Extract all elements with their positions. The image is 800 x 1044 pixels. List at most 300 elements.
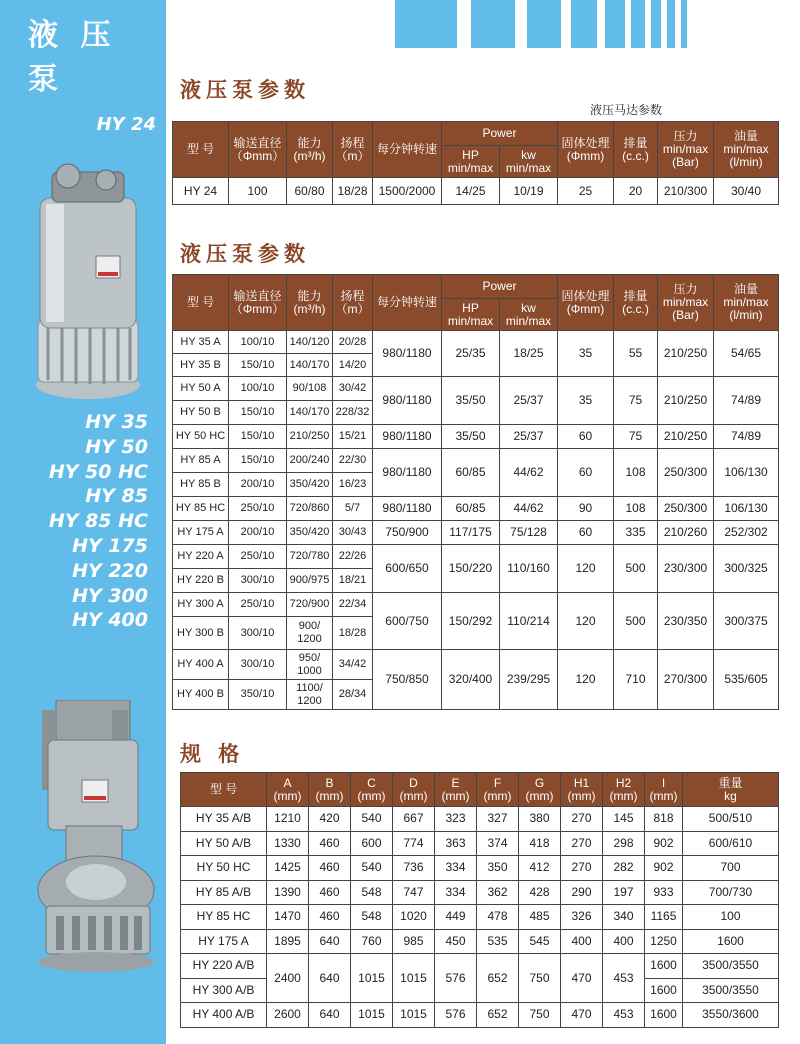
col-header-kw: kw min/max (500, 146, 558, 178)
sidebar-model: HY 220 (72, 559, 148, 582)
cell: 117/175 (442, 521, 500, 545)
cell: 35/50 (442, 425, 500, 449)
table-row (181, 954, 779, 979)
cell: 60 (558, 449, 614, 497)
model-cell: HY 50 B (173, 401, 229, 425)
col-header-hp: HP min/max (442, 146, 500, 178)
cell: 1600 (645, 978, 683, 1003)
cell: 120 (558, 593, 614, 650)
cell: 60/85 (442, 449, 500, 497)
cell: 985 (393, 929, 435, 954)
cell: 326 (561, 905, 603, 930)
cell: 14/25 (442, 178, 500, 205)
table-row (173, 425, 779, 449)
col-header-power: Power (442, 122, 558, 146)
cell: 100 (683, 905, 779, 930)
cell: 980/1180 (373, 425, 442, 449)
cell: 100 (229, 178, 287, 205)
cell: 108 (614, 449, 658, 497)
cell: 335 (614, 521, 658, 545)
col-header-model: 型 号 (173, 122, 229, 178)
cell: 576 (435, 954, 477, 1003)
cell: 400 (603, 929, 645, 954)
col-header: D (mm) (393, 773, 435, 807)
sidebar-model: HY 50 (85, 435, 148, 458)
cell: 3500/3550 (683, 954, 779, 979)
col-header: I (mm) (645, 773, 683, 807)
table-row (173, 497, 779, 521)
cell: 460 (309, 880, 351, 905)
model-cell: HY 175 A (181, 929, 267, 954)
cell: 14/20 (333, 354, 373, 377)
table-row (173, 331, 779, 354)
hy24-table (172, 121, 779, 205)
col-header-flow: 油量 min/max (l/min) (714, 122, 779, 178)
cell: 640 (309, 929, 351, 954)
col-header-diameter: 输送直径 （Φmm） (229, 122, 287, 178)
sidebar-model-list (0, 410, 148, 633)
table-row (173, 521, 779, 545)
col-header-flow: 油量 min/max (l/min) (714, 275, 779, 331)
model-cell: HY 400 B (173, 680, 229, 710)
cell: 20/28 (333, 331, 373, 354)
cell: 210/300 (658, 178, 714, 205)
section3-title: 规 格 (180, 742, 245, 766)
cell: 750/850 (373, 650, 442, 710)
table-row (181, 1003, 779, 1028)
cell: 640 (309, 1003, 351, 1028)
cell: 640 (309, 954, 351, 1003)
model-cell: HY 35 B (173, 354, 229, 377)
cell: 1210 (267, 807, 309, 832)
col-header-power: Power (442, 275, 558, 299)
header-stripes (395, 0, 800, 48)
sidebar-model: HY 400 (72, 609, 148, 632)
table-row (181, 807, 779, 832)
model-cell: HY 35 A (173, 331, 229, 354)
cell: 25/37 (500, 377, 558, 425)
model-cell: HY 85 HC (173, 497, 229, 521)
table-row (181, 880, 779, 905)
cell: 420 (309, 807, 351, 832)
col-header-model: 型 号 (173, 275, 229, 331)
col-header-speed: 每分钟转速 (373, 275, 442, 331)
cell: 460 (309, 856, 351, 881)
cell: 18/28 (333, 617, 373, 650)
cell: 230/300 (658, 545, 714, 593)
cell: 140/170 (287, 401, 333, 425)
cell: 20 (614, 178, 658, 205)
cell: 60 (558, 521, 614, 545)
cell: 750/900 (373, 521, 442, 545)
cell: 450 (435, 929, 477, 954)
cell: 1015 (393, 1003, 435, 1028)
col-header: H2 (mm) (603, 773, 645, 807)
cell: 478 (477, 905, 519, 930)
cell: 902 (645, 831, 683, 856)
cell: 22/26 (333, 545, 373, 569)
cell: 500 (614, 545, 658, 593)
cell: 428 (519, 880, 561, 905)
model-cell: HY 85 A (173, 449, 229, 473)
cell: 710 (614, 650, 658, 710)
table-row (173, 178, 779, 205)
cell: 30/43 (333, 521, 373, 545)
cell: 363 (435, 831, 477, 856)
cell: 535/605 (714, 650, 779, 710)
cell: 150/10 (229, 354, 287, 377)
cell: 460 (309, 905, 351, 930)
cell: 110/160 (500, 545, 558, 593)
model-cell: HY 220 B (173, 569, 229, 593)
cell: 250/10 (229, 593, 287, 617)
cell: 250/300 (658, 497, 714, 521)
cell: 34/42 (333, 650, 373, 680)
col-header: G (mm) (519, 773, 561, 807)
cell: 400 (561, 929, 603, 954)
cell: 230/350 (658, 593, 714, 650)
cell: 106/130 (714, 497, 779, 521)
cell: 18/28 (333, 178, 373, 205)
cell: 453 (603, 1003, 645, 1028)
model-cell: HY 220 A/B (181, 954, 267, 979)
cell: 250/300 (658, 449, 714, 497)
cell: 250/10 (229, 545, 287, 569)
model-cell: HY 50 HC (173, 425, 229, 449)
cell: 460 (309, 831, 351, 856)
cell: 980/1180 (373, 449, 442, 497)
cell: 35/50 (442, 377, 500, 425)
cell: 25 (558, 178, 614, 205)
cell: 75/128 (500, 521, 558, 545)
cell: 1425 (267, 856, 309, 881)
table-row (181, 831, 779, 856)
cell: 900/ 1200 (287, 617, 333, 650)
cell: 485 (519, 905, 561, 930)
cell: 902 (645, 856, 683, 881)
col-header-capacity: 能力 (m³/h) (287, 122, 333, 178)
hy24-pump-image (24, 160, 150, 405)
cell: 2400 (267, 954, 309, 1003)
cell: 140/120 (287, 331, 333, 354)
cell: 282 (603, 856, 645, 881)
cell: 545 (519, 929, 561, 954)
cell: 35 (558, 331, 614, 377)
cell: 270/300 (658, 650, 714, 710)
cell: 1100/ 1200 (287, 680, 333, 710)
cell: 535 (477, 929, 519, 954)
cell: 1330 (267, 831, 309, 856)
table-row (181, 905, 779, 930)
cell: 323 (435, 807, 477, 832)
cell: 774 (393, 831, 435, 856)
section1-title: 液压泵参数 (180, 78, 310, 102)
cell: 25/35 (442, 331, 500, 377)
sidebar-model: HY 300 (72, 584, 148, 607)
cell: 652 (477, 954, 519, 1003)
cell: 1015 (393, 954, 435, 1003)
cell: 900/975 (287, 569, 333, 593)
sidebar-model: HY 35 (85, 411, 148, 433)
col-header: B (mm) (309, 773, 351, 807)
table-row (173, 449, 779, 473)
col-header: H1 (mm) (561, 773, 603, 807)
cell: 350 (477, 856, 519, 881)
cell: 652 (477, 1003, 519, 1028)
cell: 5/7 (333, 497, 373, 521)
cell: 15/21 (333, 425, 373, 449)
cell: 1250 (645, 929, 683, 954)
cell: 540 (351, 856, 393, 881)
cell: 576 (435, 1003, 477, 1028)
model-cell: HY 175 A (173, 521, 229, 545)
cell: 25/37 (500, 425, 558, 449)
sidebar-model: HY 85 (85, 485, 148, 508)
cell: 334 (435, 856, 477, 881)
cell: 140/170 (287, 354, 333, 377)
cell: 150/10 (229, 425, 287, 449)
model-cell: HY 300 B (173, 617, 229, 650)
cell: 600 (351, 831, 393, 856)
cell: 470 (561, 1003, 603, 1028)
cell: 1015 (351, 954, 393, 1003)
table-row (173, 545, 779, 569)
cell: 700/730 (683, 880, 779, 905)
cell: 980/1180 (373, 331, 442, 377)
section1-sublabel: 液压马达参数 (590, 103, 663, 117)
cell: 74/89 (714, 425, 779, 449)
table-row (173, 593, 779, 617)
col-header: F (mm) (477, 773, 519, 807)
cell: 210/250 (658, 425, 714, 449)
model-cell: HY 85 A/B (181, 880, 267, 905)
cell: 327 (477, 807, 519, 832)
cell: 2600 (267, 1003, 309, 1028)
col-header: A (mm) (267, 773, 309, 807)
cell: 980/1180 (373, 377, 442, 425)
model-cell: HY 85 HC (181, 905, 267, 930)
cell: 350/420 (287, 473, 333, 497)
col-header-pressure: 压力 min/max (Bar) (658, 275, 714, 331)
cell: 60/80 (287, 178, 333, 205)
cell: 90/108 (287, 377, 333, 401)
cell: 320/400 (442, 650, 500, 710)
table-row (173, 377, 779, 401)
cell: 300/325 (714, 545, 779, 593)
cell: 252/302 (714, 521, 779, 545)
cell: 374 (477, 831, 519, 856)
col-header-displacement: 排量 (c.c.) (614, 122, 658, 178)
cell: 500 (614, 593, 658, 650)
cell: 35 (558, 377, 614, 425)
cell: 106/130 (714, 449, 779, 497)
col-header-diameter: 输送直径 （Φmm） (229, 275, 287, 331)
cell: 470 (561, 954, 603, 1003)
cell: 548 (351, 905, 393, 930)
cell: 747 (393, 880, 435, 905)
cell: 1470 (267, 905, 309, 930)
col-header: 型 号 (181, 773, 267, 807)
cell: 720/780 (287, 545, 333, 569)
col-header-head: 扬程 （m） (333, 275, 373, 331)
model-cell: HY 50 HC (181, 856, 267, 881)
col-header-head: 扬程 （m） (333, 122, 373, 178)
cell: 750 (519, 1003, 561, 1028)
cell: 340 (603, 905, 645, 930)
cell: 300/10 (229, 650, 287, 680)
cell: 700 (683, 856, 779, 881)
cell: 10/19 (500, 178, 558, 205)
cell: 980/1180 (373, 497, 442, 521)
cell: 350/10 (229, 680, 287, 710)
col-header-hp: HP min/max (442, 299, 500, 331)
cell: 30/40 (714, 178, 779, 205)
cell: 200/10 (229, 521, 287, 545)
section2-title: 液压泵参数 (180, 242, 310, 266)
cell: 1020 (393, 905, 435, 930)
col-header-capacity: 能力 (m³/h) (287, 275, 333, 331)
col-header: 重量 kg (683, 773, 779, 807)
table-row (173, 650, 779, 680)
model-cell: HY 300 A (173, 593, 229, 617)
pump-params-table (172, 274, 779, 710)
sidebar-model: HY 175 (72, 534, 148, 557)
model-cell: HY 300 A/B (181, 978, 267, 1003)
cell: 380 (519, 807, 561, 832)
cell: 150/10 (229, 401, 287, 425)
col-header: E (mm) (435, 773, 477, 807)
cell: 1600 (645, 1003, 683, 1028)
cell: 100/10 (229, 377, 287, 401)
cell: 334 (435, 880, 477, 905)
model-cell: HY 35 A/B (181, 807, 267, 832)
cell: 270 (561, 807, 603, 832)
cell: 108 (614, 497, 658, 521)
cell: 453 (603, 954, 645, 1003)
cell: 600/650 (373, 545, 442, 593)
cell: 210/250 (287, 425, 333, 449)
cell: 44/62 (500, 449, 558, 497)
table-row (181, 929, 779, 954)
cell: 548 (351, 880, 393, 905)
cell: HY 24 (173, 178, 229, 205)
cell: 100/10 (229, 331, 287, 354)
col-header-speed: 每分钟转速 (373, 122, 442, 178)
col-header-solids: 固体处理 (Φmm) (558, 275, 614, 331)
col-header-kw: kw min/max (500, 299, 558, 331)
cell: 60 (558, 425, 614, 449)
cell: 150/10 (229, 449, 287, 473)
model-cell: HY 400 A (173, 650, 229, 680)
cell: 22/34 (333, 593, 373, 617)
cell: 210/250 (658, 331, 714, 377)
cell: 75 (614, 377, 658, 425)
cell: 250/10 (229, 497, 287, 521)
cell: 197 (603, 880, 645, 905)
cell: 3550/3600 (683, 1003, 779, 1028)
cell: 200/10 (229, 473, 287, 497)
cell: 300/375 (714, 593, 779, 650)
sidebar-model-hy24: HY 24 (96, 114, 156, 135)
cell: 290 (561, 880, 603, 905)
cell: 1895 (267, 929, 309, 954)
cell: 449 (435, 905, 477, 930)
cell: 818 (645, 807, 683, 832)
cell: 55 (614, 331, 658, 377)
cell: 44/62 (500, 497, 558, 521)
cell: 22/30 (333, 449, 373, 473)
cell: 90 (558, 497, 614, 521)
sidebar-model: HY 85 HC (48, 510, 148, 533)
cell: 228/32 (333, 401, 373, 425)
cell: 950/ 1000 (287, 650, 333, 680)
cell: 270 (561, 856, 603, 881)
cell: 1600 (683, 929, 779, 954)
col-header-solids: 固体处理 (Φmm) (558, 122, 614, 178)
cell: 28/34 (333, 680, 373, 710)
cell: 3500/3550 (683, 978, 779, 1003)
cell: 350/420 (287, 521, 333, 545)
cell: 60/85 (442, 497, 500, 521)
cell: 720/860 (287, 497, 333, 521)
cell: 362 (477, 880, 519, 905)
col-header-pressure: 压力 min/max (Bar) (658, 122, 714, 178)
sidebar-model: HY 50 HC (48, 460, 148, 483)
model-cell: HY 85 B (173, 473, 229, 497)
cell: 500/510 (683, 807, 779, 832)
large-pump-image (26, 700, 160, 980)
cell: 1015 (351, 1003, 393, 1028)
cell: 120 (558, 545, 614, 593)
cell: 1165 (645, 905, 683, 930)
cell: 239/295 (500, 650, 558, 710)
cell: 16/23 (333, 473, 373, 497)
cell: 110/214 (500, 593, 558, 650)
sidebar-title: 液 压 泵 (28, 18, 117, 97)
cell: 1390 (267, 880, 309, 905)
cell: 30/42 (333, 377, 373, 401)
cell: 540 (351, 807, 393, 832)
cell: 75 (614, 425, 658, 449)
cell: 720/900 (287, 593, 333, 617)
cell: 300/10 (229, 569, 287, 593)
cell: 210/250 (658, 377, 714, 425)
cell: 150/292 (442, 593, 500, 650)
cell: 150/220 (442, 545, 500, 593)
cell: 760 (351, 929, 393, 954)
table-row (181, 856, 779, 881)
cell: 418 (519, 831, 561, 856)
cell: 298 (603, 831, 645, 856)
cell: 933 (645, 880, 683, 905)
cell: 18/21 (333, 569, 373, 593)
cell: 736 (393, 856, 435, 881)
cell: 200/240 (287, 449, 333, 473)
cell: 18/25 (500, 331, 558, 377)
model-cell: HY 220 A (173, 545, 229, 569)
spec-table (180, 772, 779, 1028)
cell: 412 (519, 856, 561, 881)
col-header: C (mm) (351, 773, 393, 807)
cell: 270 (561, 831, 603, 856)
sidebar (0, 0, 166, 1044)
cell: 300/10 (229, 617, 287, 650)
cell: 74/89 (714, 377, 779, 425)
cell: 600/750 (373, 593, 442, 650)
col-header-displacement: 排量 (c.c.) (614, 275, 658, 331)
cell: 1600 (645, 954, 683, 979)
model-cell: HY 50 A/B (181, 831, 267, 856)
